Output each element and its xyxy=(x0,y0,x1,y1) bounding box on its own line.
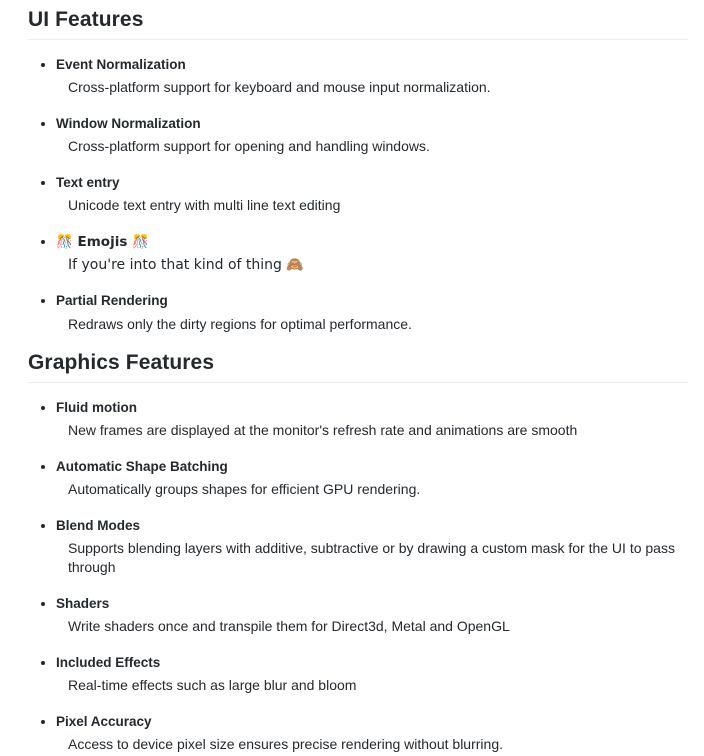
feature-description: Real-time effects such as large blur and bloom xyxy=(68,677,357,694)
section-ui-features xyxy=(28,0,688,336)
list-item xyxy=(56,515,688,577)
feature-title: • Blend Modes xyxy=(56,517,141,533)
list-item xyxy=(56,397,688,440)
feature-description: Write shaders once and transpile them for Direct3d, Metal and OpenGL xyxy=(68,617,510,634)
list-item xyxy=(56,456,688,499)
feature-list-ui xyxy=(28,40,688,336)
feature-description: Redraws only the dirty regions for optimal performance. xyxy=(68,315,412,332)
feature-title: • Text entry xyxy=(56,175,120,191)
list-item xyxy=(56,231,688,274)
feature-title-emojis: • 🎊 Emojis 🎊 xyxy=(56,234,149,251)
list-item xyxy=(56,54,688,97)
list-item xyxy=(56,172,688,215)
section-heading-ui-features: UI Features xyxy=(28,0,688,40)
feature-title: • Event Normalization xyxy=(56,57,186,72)
feature-list-graphics xyxy=(28,383,688,756)
feature-description: Supports blending layers with additive, subtractive or by drawing a custom mask for the UI to pass through xyxy=(68,539,675,575)
feature-description: If you're into that kind of thing 🙈 xyxy=(68,256,304,273)
feature-title: • Fluid motion xyxy=(56,399,137,415)
feature-title: • Included Effects xyxy=(56,654,161,670)
list-item xyxy=(56,593,688,636)
feature-description: New frames are displayed at the monitor's refresh rate and animations are smooth xyxy=(68,421,578,438)
feature-description: Cross-platform support for opening and handling windows. xyxy=(68,138,430,155)
list-item xyxy=(56,113,688,156)
section-heading-graphics-features: Graphics Features xyxy=(28,336,688,383)
feature-title: • Window Normalization xyxy=(56,116,201,132)
list-item xyxy=(56,652,688,695)
feature-description: Access to device pixel size ensures precise rendering without blurring. xyxy=(68,736,503,753)
list-item xyxy=(56,290,688,333)
feature-title: • Partial Rendering xyxy=(56,293,168,309)
feature-description: Automatically groups shapes for efficient GPU rendering. xyxy=(68,480,421,497)
section-graphics-features xyxy=(28,336,688,756)
feature-title: • Automatic Shape Batching xyxy=(56,458,228,474)
feature-title: • Shaders xyxy=(56,595,110,611)
list-item xyxy=(56,711,688,754)
feature-description: Cross-platform support for keyboard and mouse input normalization. xyxy=(68,79,491,96)
feature-description: Unicode text entry with multi line text editing xyxy=(68,197,341,214)
feature-title: • Pixel Accuracy xyxy=(56,713,152,729)
